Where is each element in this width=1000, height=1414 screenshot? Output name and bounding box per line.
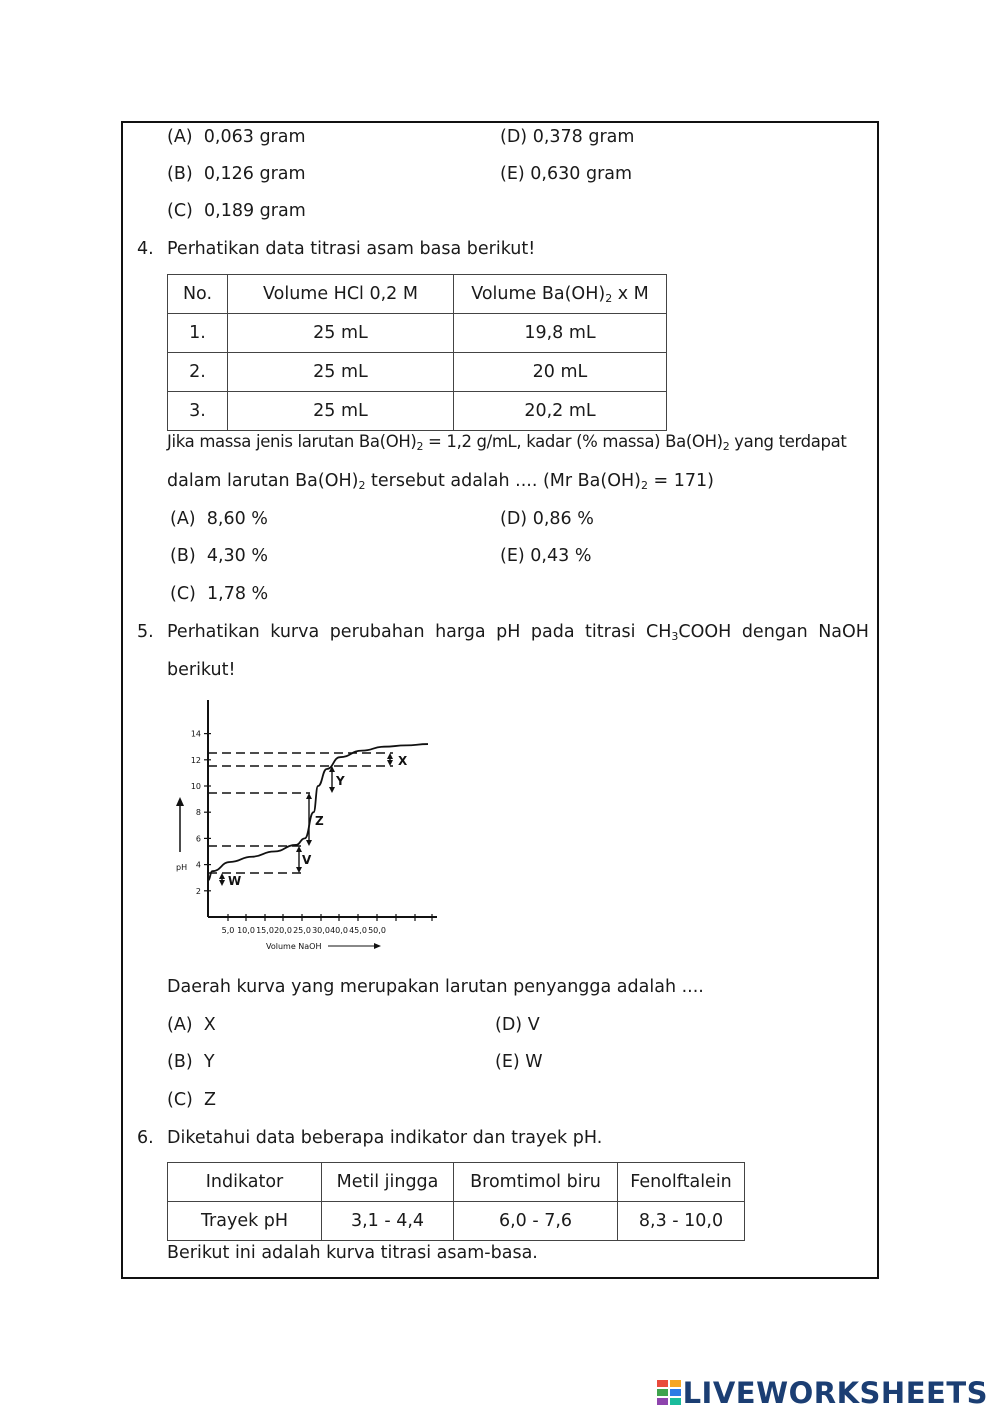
- y-axis-label: pH: [176, 863, 188, 872]
- arrow-v-head-top: [296, 846, 302, 852]
- liveworksheets-logo-icon: [657, 1380, 681, 1406]
- q4-cell: 20 mL: [454, 353, 667, 392]
- arrow-w-head-top: [219, 873, 225, 879]
- q4-table: [167, 274, 667, 431]
- x-tick-label: 10,0: [237, 926, 255, 935]
- q4-stem-line1: Jika massa jenis larutan $Ba(OH)_2 = 1,2$ g/mL, kadar (% massa) $Ba(OH)_2$ yang terdapat: [167, 432, 847, 453]
- y-tick-label: 14: [190, 729, 201, 739]
- y-tick-label: 10: [190, 782, 201, 791]
- annotation-label-v: V: [302, 853, 312, 867]
- q4-option-a[interactable]: (A) 8,60 %: [170, 509, 268, 529]
- x-tick-label: 45,0: [349, 926, 367, 935]
- q4-cell: 25 mL: [228, 314, 454, 353]
- q5-number: 5.: [137, 622, 154, 642]
- q4-number: 4.: [137, 239, 154, 259]
- q6-number: 6.: [137, 1128, 154, 1148]
- arrow-y-head-bottom: [329, 787, 335, 793]
- arrow-x-head-bottom: [387, 760, 393, 766]
- q6-prompt: Diketahui data beberapa indikator dan trayek pH.: [167, 1128, 603, 1148]
- q6-cell: 6,0 - 7,6: [454, 1202, 618, 1241]
- arrow-w-head-bottom: [219, 880, 225, 886]
- q6-cell: 8,3 - 10,0: [618, 1202, 745, 1241]
- q3-option-d[interactable]: (D) 0,378 gram: [500, 127, 635, 147]
- x-tick-label: 20,0: [274, 926, 292, 935]
- x-tick-label: 40,0: [330, 926, 348, 935]
- q5-option-d[interactable]: (D) V: [495, 1015, 540, 1035]
- q3-option-a[interactable]: (A) 0,063 gram: [167, 127, 306, 147]
- formula-ch3cooh: $CH_3COOH$: [646, 622, 732, 643]
- q5-stem-line1: Perhatikan kurva perubahan harga pH pada titrasi $CH_3COOH$ dengan NaOH: [167, 622, 869, 643]
- q6-cell: Trayek pH: [168, 1202, 322, 1241]
- q5-option-a[interactable]: (A) X: [167, 1015, 216, 1035]
- q4-cell: 20,2 mL: [454, 392, 667, 431]
- x-axis-arrowhead: [374, 943, 381, 949]
- q4-cell: 19,8 mL: [454, 314, 667, 353]
- q5-option-b[interactable]: (B) Y: [167, 1052, 215, 1072]
- q6-after-text: Berikut ini adalah kurva titrasi asam-basa.: [167, 1243, 538, 1263]
- arrow-v-head-bottom: [296, 867, 302, 873]
- x-axis-label: Volume NaOH: [266, 942, 322, 951]
- annotation-label-y: Y: [336, 774, 345, 788]
- annotation-label-w: W: [228, 874, 242, 888]
- q6-table: [167, 1162, 745, 1241]
- y-tick-label: 8: [195, 808, 201, 818]
- q6-th-fenol: Fenolftalein: [618, 1163, 745, 1202]
- q3-option-b[interactable]: (B) 0,126 gram: [167, 164, 306, 184]
- arrow-z-head-top: [306, 793, 312, 799]
- q4-option-b[interactable]: (B) 4,30 %: [170, 546, 268, 566]
- q6-th-metil: Metil jingga: [322, 1163, 454, 1202]
- annotation-label-x: X: [398, 754, 408, 768]
- q4-option-d[interactable]: (D) 0,86 %: [500, 509, 594, 529]
- titration-curve-chart: [165, 695, 455, 960]
- q6-th-indikator: Indikator: [168, 1163, 322, 1202]
- q4-th-no: No.: [168, 275, 228, 314]
- q4-stem-line2: dalam larutan $Ba(OH)_2$ tersebut adalah .... (Mr $Ba(OH)_2 = 171$): [167, 471, 715, 492]
- y-tick-label: 12: [190, 755, 201, 765]
- arrow-z-head-bottom: [306, 840, 312, 846]
- annotation-label-z: Z: [315, 814, 324, 828]
- titration-curve: [208, 744, 428, 880]
- q4-cell: 25 mL: [228, 353, 454, 392]
- q5-question: Daerah kurva yang merupakan larutan penyangga adalah ....: [167, 977, 704, 997]
- q4-cell: 3.: [168, 392, 228, 431]
- q4-option-e[interactable]: (E) 0,43 %: [500, 546, 592, 566]
- q4-cell: 2.: [168, 353, 228, 392]
- x-tick-label: 5,0: [221, 926, 235, 935]
- q4-th-hcl: Volume HCl 0,2 M: [228, 275, 454, 314]
- q4-th-baoh: Volume $Ba(OH)_2$ x M: [454, 275, 667, 314]
- liveworksheets-logo-text: LIVEWORKSHEETS: [682, 1376, 988, 1410]
- q4-option-c[interactable]: (C) 1,78 %: [170, 584, 269, 604]
- y-tick-label: 6: [195, 834, 201, 844]
- arrow-x-head-top: [387, 753, 393, 759]
- q5-option-c[interactable]: (C) Z: [167, 1090, 217, 1110]
- q6-cell: 3,1 - 4,4: [322, 1202, 454, 1241]
- x-tick-label: 25,0: [293, 926, 311, 935]
- x-tick-label: 15,0: [256, 926, 274, 935]
- q3-option-c[interactable]: (C) 0,189 gram: [167, 201, 306, 221]
- q6-th-bromtimol: Bromtimol biru: [454, 1163, 618, 1202]
- x-tick-label: 50,0: [368, 926, 386, 935]
- x-tick-label: 30,0: [312, 926, 330, 935]
- q5-option-e[interactable]: (E) W: [495, 1052, 543, 1072]
- table-row: [168, 353, 667, 392]
- table-row: [168, 1202, 745, 1241]
- table-row: [168, 314, 667, 353]
- liveworksheets-logo[interactable]: [657, 1376, 988, 1410]
- y-tick-label: 4: [195, 860, 201, 870]
- q3-option-e[interactable]: (E) 0,630 gram: [500, 164, 633, 184]
- q5-stem-line2: berikut!: [167, 660, 236, 680]
- table-row: [168, 392, 667, 431]
- q4-prompt: Perhatikan data titrasi asam basa berikut!: [167, 239, 536, 259]
- q4-cell: 25 mL: [228, 392, 454, 431]
- y-tick-label: 2: [195, 886, 201, 896]
- q4-cell: 1.: [168, 314, 228, 353]
- y-axis-arrowhead: [176, 797, 184, 806]
